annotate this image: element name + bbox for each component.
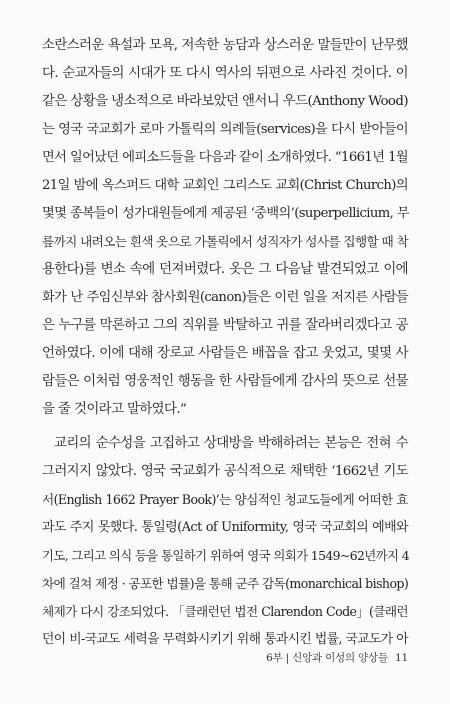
text-line: 서(English 1662 Prayer Book)’는 양심적인 청교도들에게 어떠한 효 [42,492,408,507]
text-line: 차에 걸쳐 제정 · 공포한 법률)을 통해 군주 감독(monarchical bishop) [42,576,409,591]
text-line: 던이 비-국교도 세력을 무력화시키기 위해 통과시킨 법률, 국교도가 아 [42,632,408,647]
text-line: 은 누구를 막론하고 그의 직위를 박탈하고 귀를 잘라버리겠다고 공 [42,318,408,333]
footer-part: 6부 [266,652,283,664]
text-line: 화가 난 주임신부와 참사회원(canon)들은 이런 일을 저지른 사람들 [42,290,408,305]
text-line: 같은 상황을 냉소적으로 바라보았던 앤서니 우드(Anthony Wood) [42,94,408,109]
text-line: 면서 일어났던 에피소드들을 다음과 같이 소개하였다. “1661년 1월 [42,150,408,165]
text-line: 과도 주지 못했다. 통일령(Act of Uniformity, 영국 국교회의 예배와 [42,520,408,535]
text-line: 21일 밤에 옥스퍼드 대학 교회인 그리스도 교회(Christ Church)의 [42,178,408,193]
text-line: 을 줄 것이라고 말하였다.” [42,402,187,417]
text-line: 소란스러운 욕설과 모욕, 저속한 농담과 상스러운 말들만이 난무했 [42,38,408,53]
text-line: 언하였다. 이에 대해 장로교 사람들은 배꼽을 잡고 웃었고, 몇몇 사 [42,346,408,361]
footer-separator: | [285,652,289,664]
page-footer [42,648,408,668]
paragraph-first-line: 교리의 순수성을 고집하고 상대방을 박해하려는 본능은 전혀 수 [54,436,408,451]
text-line: 릎까지 내려오는 흰색 옷으로 가톨릭에서 성직자가 성사를 집행할 때 착 [42,234,409,249]
footer-section-title: 신앙과 이성의 양상들 [292,652,388,664]
text-line: 는 영국 국교회가 로마 가톨릭의 의례들(services)을 다시 받아들이 [42,122,408,137]
text-line: 다. 순교자들의 시대가 또 다시 역사의 뒤편으로 사라진 것이다. 이 [42,66,408,81]
text-line: 체제가 다시 강조되었다. 「클래런던 법전 Clarendon Code」(클래런 [42,604,408,619]
text-line: 용한다)를 변소 속에 던져버렸다. 옷은 그 다음날 발견되었고 이에 [42,262,408,277]
text-line: 람들은 이처럼 영웅적인 행동을 한 사람들에게 감사의 뜻으로 선물 [42,374,408,389]
text-line: 기도, 그리고 의식 등을 통일하기 위하여 영국 의회가 1549~62년까지 4 [42,548,410,563]
text-line: 그러지지 않았다. 영국 국교회가 공식적으로 채택한 ‘1662년 기도 [42,464,408,479]
text-line: 몇몇 종복들이 성가대원들에게 제공된 ‘중백의’(superpellicium, 무 [42,206,409,221]
page-number: 11 [395,652,408,664]
